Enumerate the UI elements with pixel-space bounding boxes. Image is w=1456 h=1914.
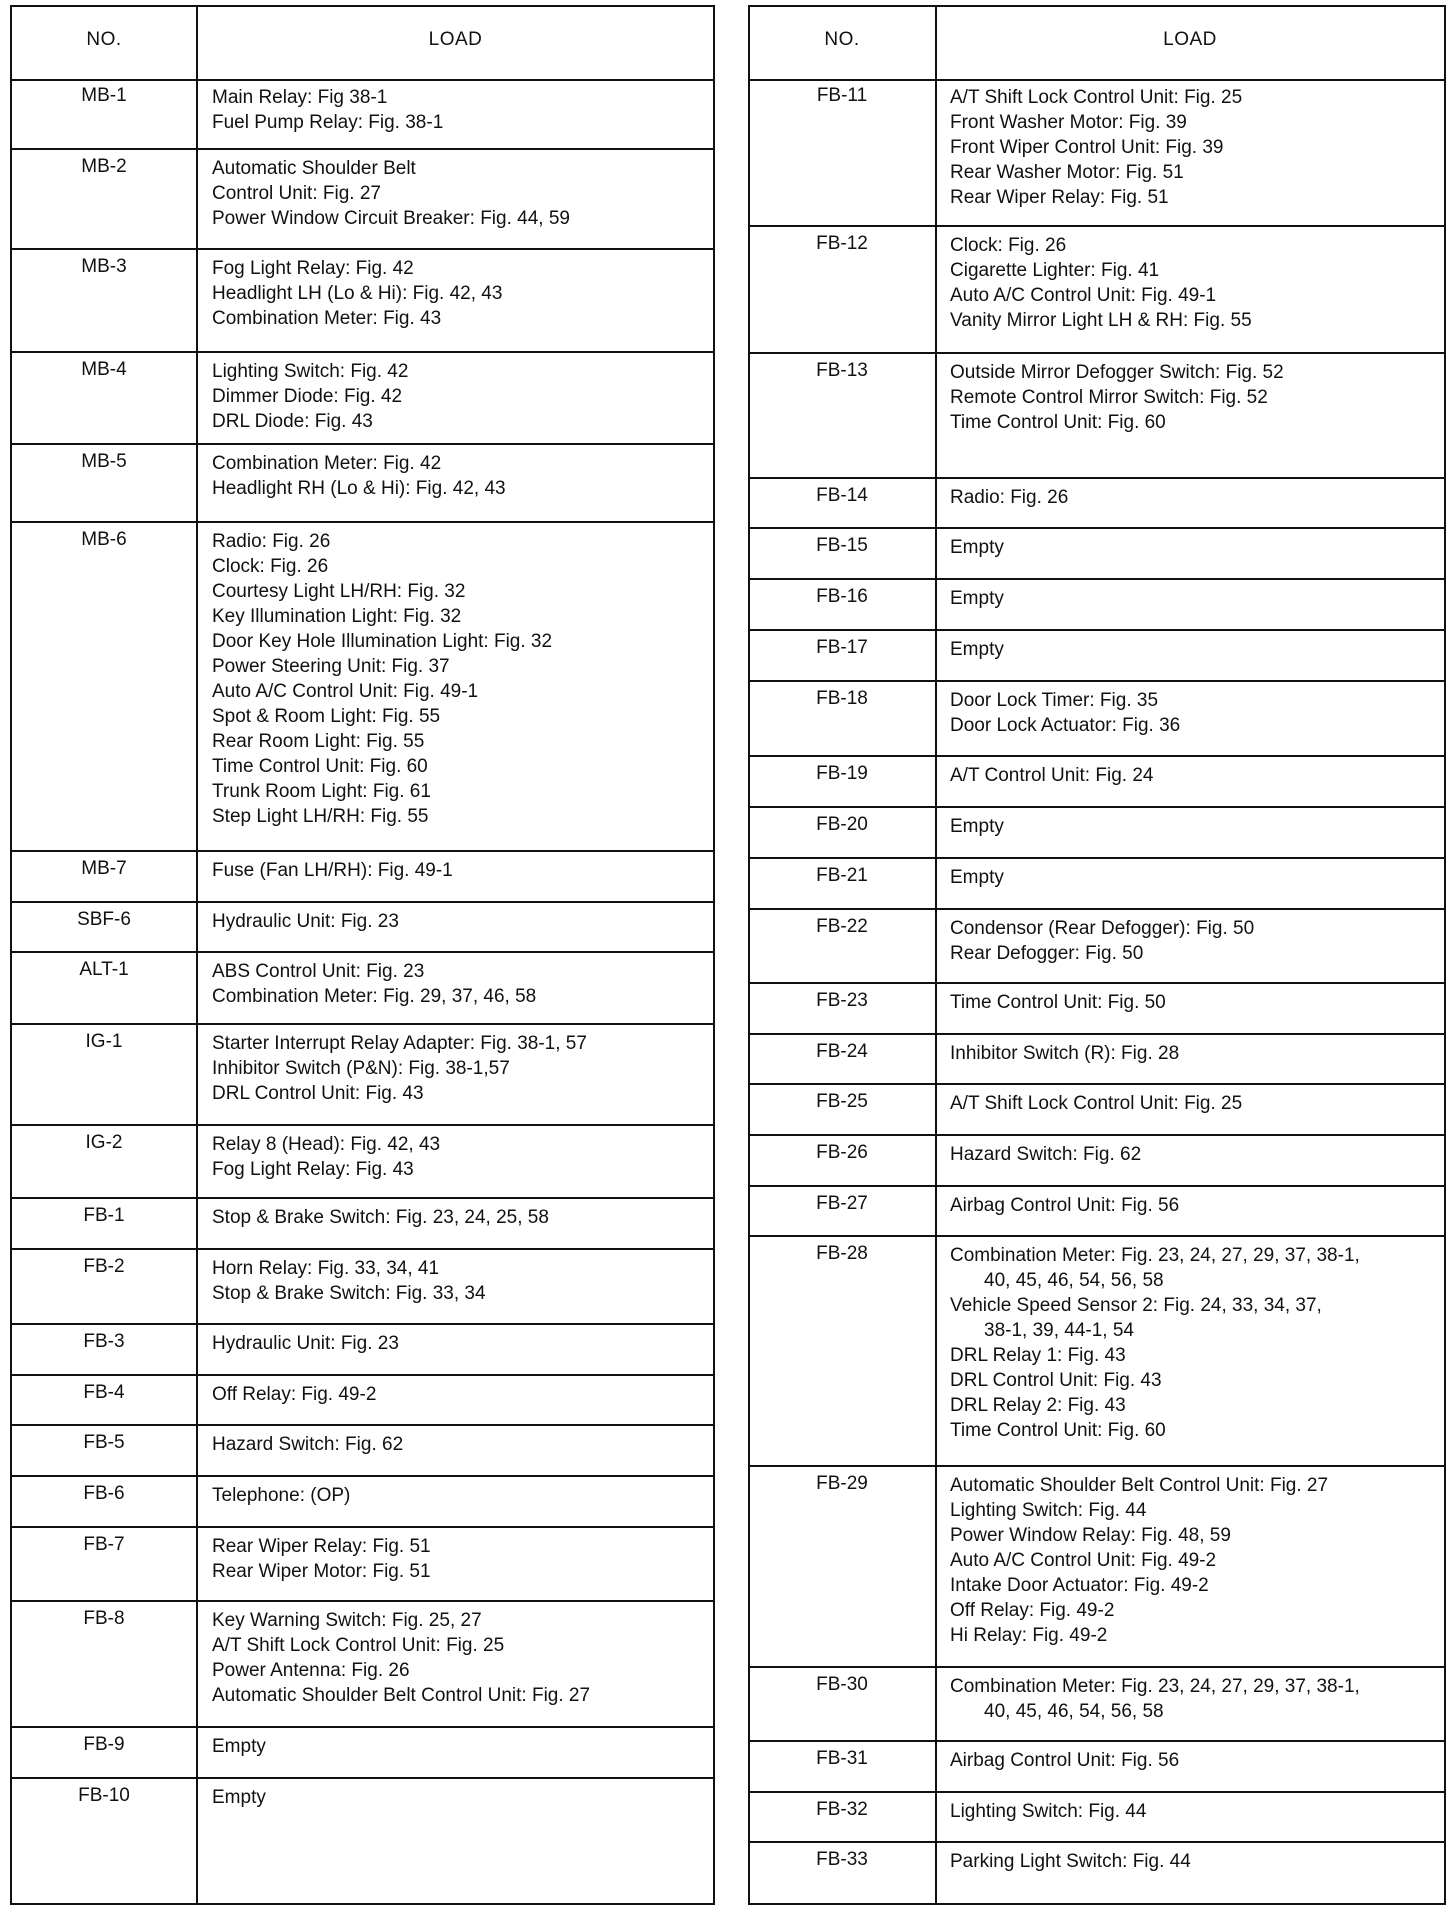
fuse-number: FB-1: [83, 1205, 125, 1226]
header-no: NO.: [824, 29, 860, 50]
table-row: [12, 1728, 713, 1779]
fuse-number: FB-9: [83, 1734, 125, 1755]
load-item: Hazard Switch: Fig. 62: [212, 1434, 404, 1455]
fuse-number: FB-23: [816, 990, 868, 1011]
load-item: Off Relay: Fig. 49-2: [212, 1384, 377, 1405]
table-row: [750, 757, 1444, 808]
load-item: Fuse (Fan LH/RH): Fig. 49-1: [212, 860, 453, 881]
table-row: [750, 808, 1444, 859]
load-item: Vanity Mirror Light LH & RH: Fig. 55: [950, 310, 1252, 331]
table-row: [12, 445, 713, 523]
fuse-number: FB-3: [83, 1331, 125, 1352]
load-item: Airbag Control Unit: Fig. 56: [950, 1195, 1180, 1216]
fuse-number: MB-6: [81, 529, 127, 550]
fuse-number: MB-1: [81, 85, 127, 106]
table-row: [12, 852, 713, 903]
load-item: Empty: [950, 639, 1004, 660]
header-load: LOAD: [1163, 29, 1217, 50]
fuse-number: FB-30: [816, 1674, 868, 1695]
load-item: DRL Control Unit: Fig. 43: [950, 1370, 1162, 1391]
table-row: [12, 79, 713, 150]
fuse-number: IG-2: [85, 1132, 123, 1153]
fuse-number: FB-19: [816, 763, 868, 784]
load-list: [950, 1748, 1438, 1773]
load-item: Relay 8 (Head): Fig. 42, 43: [212, 1134, 441, 1155]
table-row: [12, 353, 713, 445]
load-item: Rear Wiper Motor: Fig. 51: [212, 1561, 431, 1582]
fuse-number: SBF-6: [77, 909, 131, 930]
load-list: [212, 1483, 707, 1508]
load-item: Rear Wiper Relay: Fig. 51: [212, 1536, 431, 1557]
fuse-number: FB-4: [83, 1382, 125, 1403]
table-row: [750, 79, 1444, 227]
load-item: Airbag Control Unit: Fig. 56: [950, 1750, 1180, 1771]
load-item: Horn Relay: Fig. 33, 34, 41: [212, 1258, 440, 1279]
load-item: Fuel Pump Relay: Fig. 38-1: [212, 112, 444, 133]
load-list: [212, 256, 707, 331]
load-list: [212, 1256, 707, 1306]
load-item: Courtesy Light LH/RH: Fig. 32: [212, 581, 466, 602]
load-item: Empty: [950, 537, 1004, 558]
load-item: A/T Shift Lock Control Unit: Fig. 25: [212, 1635, 505, 1656]
load-list: [212, 359, 707, 434]
load-item: Empty: [950, 867, 1004, 888]
table-row: [750, 1136, 1444, 1187]
load-list: [212, 1132, 707, 1182]
fuse-number: FB-28: [816, 1243, 868, 1264]
load-item: Empty: [950, 588, 1004, 609]
fuse-number: FB-32: [816, 1799, 868, 1820]
table-row: [12, 903, 713, 953]
load-list: [950, 586, 1438, 611]
table-row: [750, 1843, 1444, 1903]
load-item: Time Control Unit: Fig. 60: [950, 1420, 1166, 1441]
load-item: Automatic Shoulder Belt Control Unit: Fig. 27: [950, 1475, 1329, 1496]
load-item: Time Control Unit: Fig. 50: [950, 992, 1166, 1013]
load-item: A/T Shift Lock Control Unit: Fig. 25: [950, 87, 1243, 108]
load-item: Automatic Shoulder Belt Control Unit: Fig. 27: [212, 1685, 591, 1706]
load-list: [950, 1142, 1438, 1167]
load-list: [950, 916, 1438, 966]
table-row: [12, 1126, 713, 1199]
load-item: Rear Wiper Relay: Fig. 51: [950, 187, 1169, 208]
load-item: Stop & Brake Switch: Fig. 23, 24, 25, 58: [212, 1207, 549, 1228]
table-row: [750, 1793, 1444, 1843]
load-item: Vehicle Speed Sensor 2: Fig. 24, 33, 34, 37,: [950, 1295, 1322, 1316]
load-item: Auto A/C Control Unit: Fig. 49-1: [212, 681, 479, 702]
load-item: Inhibitor Switch (P&N): Fig. 38-1,57: [212, 1058, 510, 1079]
load-item: Front Wiper Control Unit: Fig. 39: [950, 137, 1224, 158]
table-row: [12, 1199, 713, 1250]
load-list: [950, 1799, 1438, 1824]
load-list: [950, 535, 1438, 560]
load-item: DRL Diode: Fig. 43: [212, 411, 373, 432]
load-item: DRL Relay 1: Fig. 43: [950, 1345, 1126, 1366]
table-row: [750, 631, 1444, 682]
fuse-number: FB-31: [816, 1748, 868, 1769]
load-item: Cigarette Lighter: Fig. 41: [950, 260, 1160, 281]
load-item: Radio: Fig. 26: [950, 487, 1069, 508]
load-item: Empty: [212, 1787, 266, 1808]
load-item: Auto A/C Control Unit: Fig. 49-1: [950, 285, 1217, 306]
table-row: [750, 580, 1444, 631]
load-item: 40, 45, 46, 54, 56, 58: [984, 1270, 1164, 1291]
load-item: Telephone: (OP): [212, 1485, 351, 1506]
load-item: 38-1, 39, 44-1, 54: [984, 1320, 1134, 1341]
load-item: Automatic Shoulder Belt: [212, 158, 416, 179]
table-row: [12, 1528, 713, 1602]
load-list: [950, 1193, 1438, 1218]
load-list: [212, 1534, 707, 1584]
header-load: LOAD: [428, 29, 483, 50]
table-row: [750, 1187, 1444, 1237]
table-row: [750, 529, 1444, 580]
fuse-number: FB-29: [816, 1473, 868, 1494]
load-item: Inhibitor Switch (R): Fig. 28: [950, 1043, 1180, 1064]
table-row: [750, 227, 1444, 354]
fuse-number: FB-21: [816, 865, 868, 886]
table-row: [12, 523, 713, 852]
load-item: Door Lock Actuator: Fig. 36: [950, 715, 1181, 736]
fuse-number: FB-14: [816, 485, 868, 506]
load-item: Lighting Switch: Fig. 44: [950, 1500, 1147, 1521]
load-item: Hydraulic Unit: Fig. 23: [212, 911, 399, 932]
load-list: [950, 763, 1438, 788]
load-item: Time Control Unit: Fig. 60: [950, 412, 1166, 433]
load-item: Front Washer Motor: Fig. 39: [950, 112, 1187, 133]
load-list: [212, 1734, 707, 1759]
table-row: [12, 1477, 713, 1528]
fuse-number: FB-17: [816, 637, 868, 658]
load-item: Key Illumination Light: Fig. 32: [212, 606, 462, 627]
load-list: [950, 990, 1438, 1015]
table-row: [12, 1250, 713, 1325]
load-list: [950, 233, 1438, 333]
load-item: 40, 45, 46, 54, 56, 58: [984, 1701, 1164, 1722]
load-item: Headlight LH (Lo & Hi): Fig. 42, 43: [212, 283, 503, 304]
load-item: Combination Meter: Fig. 42: [212, 453, 442, 474]
fuse-number: MB-5: [81, 451, 127, 472]
load-item: Off Relay: Fig. 49-2: [950, 1600, 1115, 1621]
fuse-number: FB-6: [83, 1483, 125, 1504]
load-item: Spot & Room Light: Fig. 55: [212, 706, 441, 727]
fuse-number: FB-7: [83, 1534, 125, 1555]
fuse-number: FB-5: [83, 1432, 125, 1453]
load-list: [950, 688, 1438, 738]
table-row: [12, 1779, 713, 1903]
load-item: Combination Meter: Fig. 29, 37, 46, 58: [212, 986, 537, 1007]
load-list: [950, 1473, 1438, 1648]
load-list: [950, 1243, 1438, 1443]
fuse-number: FB-24: [816, 1041, 868, 1062]
load-item: Condensor (Rear Defogger): Fig. 50: [950, 918, 1255, 939]
load-list: [950, 865, 1438, 890]
load-list: [212, 1031, 707, 1106]
fuse-number: MB-3: [81, 256, 127, 277]
fuse-number: FB-26: [816, 1142, 868, 1163]
load-item: Starter Interrupt Relay Adapter: Fig. 38-1, 57: [212, 1033, 587, 1054]
table-row: [12, 150, 713, 250]
fuse-number: FB-18: [816, 688, 868, 709]
fuse-number: FB-13: [816, 360, 868, 381]
load-list: [212, 156, 707, 231]
load-list: [212, 1785, 707, 1810]
fuse-number: FB-12: [816, 233, 868, 254]
table-row: [12, 1325, 713, 1376]
load-item: Door Lock Timer: Fig. 35: [950, 690, 1159, 711]
load-item: Empty: [950, 816, 1004, 837]
table-row: [12, 1025, 713, 1126]
fuse-number: MB-7: [81, 858, 127, 879]
fuse-table-right: [748, 5, 1446, 1905]
load-item: Parking Light Switch: Fig. 44: [950, 1851, 1191, 1872]
fuse-number: MB-4: [81, 359, 127, 380]
fuse-number: FB-20: [816, 814, 868, 835]
load-item: Combination Meter: Fig. 43: [212, 308, 442, 329]
load-list: [950, 85, 1438, 210]
load-list: [212, 451, 707, 501]
load-item: Power Steering Unit: Fig. 37: [212, 656, 450, 677]
load-item: Intake Door Actuator: Fig. 49-2: [950, 1575, 1209, 1596]
load-item: A/T Control Unit: Fig. 24: [950, 765, 1154, 786]
load-item: A/T Shift Lock Control Unit: Fig. 25: [950, 1093, 1243, 1114]
fuse-number: FB-8: [83, 1608, 125, 1629]
fuse-number: FB-27: [816, 1193, 868, 1214]
load-list: [212, 85, 707, 135]
fuse-number: FB-33: [816, 1849, 868, 1870]
load-item: Power Window Circuit Breaker: Fig. 44, 59: [212, 208, 570, 229]
table-row: [750, 1668, 1444, 1742]
table-row: [12, 1426, 713, 1477]
fuse-number: FB-22: [816, 916, 868, 937]
load-item: Hydraulic Unit: Fig. 23: [212, 1333, 399, 1354]
load-item: Control Unit: Fig. 27: [212, 183, 381, 204]
table-row: [750, 1035, 1444, 1085]
table-row: [12, 1376, 713, 1426]
load-list: [950, 637, 1438, 662]
load-item: Outside Mirror Defogger Switch: Fig. 52: [950, 362, 1284, 383]
load-list: [212, 1331, 707, 1356]
fuse-number: FB-2: [83, 1256, 125, 1277]
load-item: Lighting Switch: Fig. 44: [950, 1801, 1147, 1822]
load-item: Hazard Switch: Fig. 62: [950, 1144, 1142, 1165]
fuse-number: FB-10: [78, 1785, 130, 1806]
load-list: [212, 858, 707, 883]
load-item: Fog Light Relay: Fig. 42: [212, 258, 414, 279]
fuse-number: FB-15: [816, 535, 868, 556]
table-row: [750, 1237, 1444, 1467]
table-row: [750, 984, 1444, 1035]
load-item: Stop & Brake Switch: Fig. 33, 34: [212, 1283, 486, 1304]
load-list: [212, 1608, 707, 1708]
fuse-number: ALT-1: [79, 959, 129, 980]
load-list: [212, 909, 707, 934]
load-item: Combination Meter: Fig. 23, 24, 27, 29, 37, 38-1,: [950, 1245, 1360, 1266]
load-item: Combination Meter: Fig. 23, 24, 27, 29, 37, 38-1,: [950, 1676, 1360, 1697]
table-header: [12, 7, 713, 81]
load-item: Key Warning Switch: Fig. 25, 27: [212, 1610, 482, 1631]
load-item: Lighting Switch: Fig. 42: [212, 361, 409, 382]
load-item: ABS Control Unit: Fig. 23: [212, 961, 425, 982]
header-no: NO.: [86, 29, 122, 50]
load-item: Fog Light Relay: Fig. 43: [212, 1159, 414, 1180]
load-list: [950, 360, 1438, 435]
table-row: [750, 1085, 1444, 1136]
load-list: [950, 485, 1438, 510]
load-list: [212, 529, 707, 829]
table-row: [750, 354, 1444, 479]
table-row: [750, 859, 1444, 910]
table-row: [750, 1742, 1444, 1793]
fuse-number: IG-1: [85, 1031, 123, 1052]
fuse-number: FB-25: [816, 1091, 868, 1112]
load-list: [212, 1432, 707, 1457]
table-row: [750, 479, 1444, 529]
load-list: [950, 1041, 1438, 1066]
fuse-number: FB-11: [816, 85, 868, 106]
load-item: Power Window Relay: Fig. 48, 59: [950, 1525, 1231, 1546]
load-list: [212, 1205, 707, 1230]
load-item: Clock: Fig. 26: [212, 556, 329, 577]
load-list: [212, 1382, 707, 1407]
fuse-number: FB-16: [816, 586, 868, 607]
fuse-number: MB-2: [81, 156, 127, 177]
load-item: Radio: Fig. 26: [212, 531, 331, 552]
load-item: Rear Defogger: Fig. 50: [950, 943, 1144, 964]
load-item: Hi Relay: Fig. 49-2: [950, 1625, 1108, 1646]
load-list: [950, 814, 1438, 839]
load-item: Auto A/C Control Unit: Fig. 49-2: [950, 1550, 1217, 1571]
table-row: [12, 250, 713, 353]
table-row: [750, 1467, 1444, 1668]
fuse-table-left: [10, 5, 715, 1905]
load-item: Step Light LH/RH: Fig. 55: [212, 806, 429, 827]
load-list: [950, 1674, 1438, 1724]
load-item: Rear Washer Motor: Fig. 51: [950, 162, 1184, 183]
load-item: Power Antenna: Fig. 26: [212, 1660, 410, 1681]
load-item: DRL Control Unit: Fig. 43: [212, 1083, 424, 1104]
load-item: Rear Room Light: Fig. 55: [212, 731, 425, 752]
table-row: [750, 910, 1444, 984]
table-row: [750, 682, 1444, 757]
table-header: [750, 7, 1444, 81]
load-item: Time Control Unit: Fig. 60: [212, 756, 428, 777]
load-item: Door Key Hole Illumination Light: Fig. 32: [212, 631, 553, 652]
table-row: [12, 953, 713, 1025]
load-item: Headlight RH (Lo & Hi): Fig. 42, 43: [212, 478, 506, 499]
load-list: [950, 1091, 1438, 1116]
load-item: Clock: Fig. 26: [950, 235, 1067, 256]
load-list: [950, 1849, 1438, 1874]
load-item: Trunk Room Light: Fig. 61: [212, 781, 431, 802]
load-item: Empty: [212, 1736, 266, 1757]
load-item: DRL Relay 2: Fig. 43: [950, 1395, 1126, 1416]
load-item: Dimmer Diode: Fig. 42: [212, 386, 403, 407]
load-item: Main Relay: Fig 38-1: [212, 87, 388, 108]
load-item: Remote Control Mirror Switch: Fig. 52: [950, 387, 1268, 408]
load-list: [212, 959, 707, 1009]
table-row: [12, 1602, 713, 1728]
